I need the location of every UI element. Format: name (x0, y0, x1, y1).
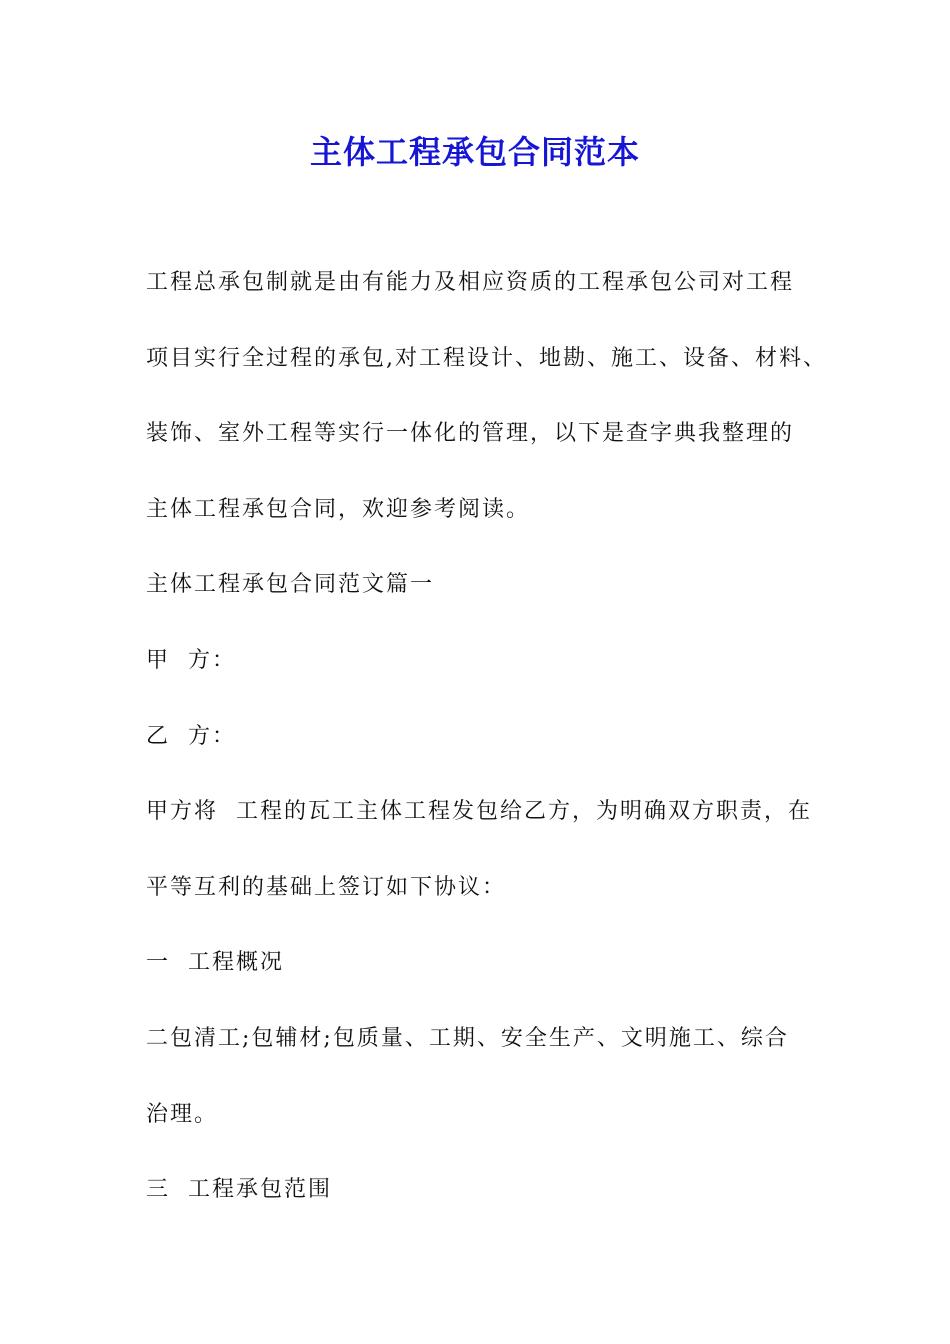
clause-text: 二包清工;包辅材;包质量、工期、安全生产、文明施工、综合 (146, 1025, 789, 1051)
party-a-label: 甲 方： (146, 647, 236, 673)
document-title: 主体工程承包合同范本 (309, 133, 640, 171)
section-heading: 主体工程承包合同范文篇一 (146, 572, 435, 598)
paragraph-line: 项目实行全过程的承包,对工程设计、地勘、施工、设备、材料、 (146, 345, 827, 371)
document-body (146, 261, 827, 1244)
clause-heading: 一 工程概况 (146, 950, 284, 976)
clause-heading: 三 工程承包范围 (146, 1177, 332, 1203)
paragraph-line: 装饰、室外工程等实行一体化的管理，以下是查字典我整理的 (146, 421, 795, 447)
paragraph-line: 工程总承包制就是由有能力及相应资质的工程承包公司对工程 (146, 270, 795, 295)
paragraph-line: 平等互利的基础上签订如下协议： (146, 874, 507, 900)
party-b-label: 乙 方： (146, 723, 236, 749)
paragraph-line: 主体工程承包合同，欢迎参考阅读。 (146, 496, 531, 522)
paragraph-line: 甲方将 工程的瓦工主体工程发包给乙方，为明确双方职责，在 (146, 799, 812, 825)
clause-text: 治理。 (146, 1101, 219, 1127)
